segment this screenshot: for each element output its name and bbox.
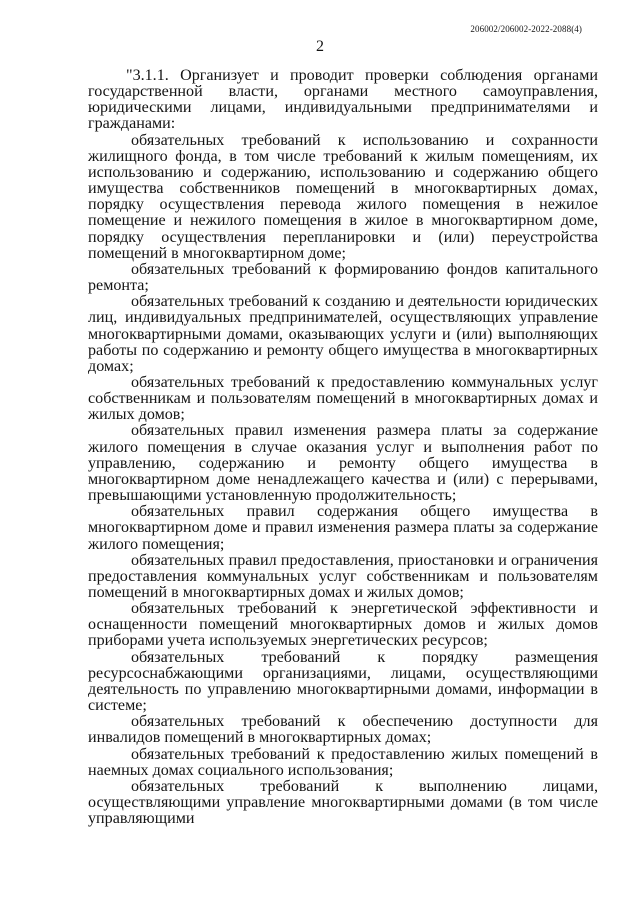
paragraph-energy-efficiency: обязательных требований к энергетической эффективности и оснащенности помещений многоквартирных домов и жилых домов приборами учета используемых энергетических ресурсов; xyxy=(88,600,598,650)
paragraph-common-property-rules: обязательных правил содержания общего имущества в многоквартирном доме и правил изменения размера платы за содержание жилого помещения; xyxy=(88,503,598,553)
paragraph-clause-3-1-1: "3.1.1. Организует и проводит проверки соблюдения органами государственной власти, органами местного самоуправления, юридическими лицами, индивидуальными предпринимателями и гражданами: xyxy=(88,67,598,133)
page-number: 2 xyxy=(316,38,324,55)
document-body xyxy=(88,68,598,827)
paragraph-utility-services: обязательных требований к предоставлению коммунальных услуг собственникам и пользователям помещений в многоквартирных домах и жилых домов; xyxy=(88,373,598,424)
paragraph-disability-access: обязательных требований к обеспечению доступности для инвалидов помещений в многоквартирных домах; xyxy=(88,713,598,747)
paragraph-utility-provision-rules: обязательных правил предоставления, приостановки и ограничения предоставления коммунальных услуг собственникам и пользователям помещений в многоквартирных домах и жилых домов; xyxy=(88,551,598,601)
paragraph-management-obligations: обязательных требований к выполнению лицами, осуществляющими управление многоквартирными домами (в том числе управляющими xyxy=(88,777,598,828)
paragraph-capital-repair-funds: обязательных требований к формированию фондов капитального ремонта; xyxy=(88,260,598,295)
paragraph-fee-change-rules: обязательных правил изменения размера платы за содержание жилого помещения в случае оказания услуг и выполнения работ по управлению, содержанию и ремонту общего имущества в многоквартирном доме ненадлежащего качества и (или) с перерывами, превышающими установленную продолжительность; xyxy=(88,422,598,505)
paragraph-housing-fund-requirements: обязательных требований к использованию и сохранности жилищного фонда, в том числе требований к жилым помещениям, их использованию и содержанию, использованию и содержанию общего имущества собственников помещений в многоквартирных домах, порядку осуществления перевода жилого помещения в нежилое помещение и нежилого помещения в жилое в многоквартирном доме, порядку осуществления перепланировки и (или) переустройства помещений в многоквартирном доме; xyxy=(88,131,598,262)
paragraph-management-entities: обязательных требований к созданию и деятельности юридических лиц, индивидуальных предпринимателей, осуществляющих управление многоквартирными домами, оказывающих услуги и (или) выполняющих работы по содержанию и ремонту общего имущества в многоквартирных домах; xyxy=(88,293,598,375)
document-reference-number: 206002/206002-2022-2088(4) xyxy=(470,24,582,34)
paragraph-information-placement: обязательных требований к порядку размещения ресурсоснабжающими организациями, лицами, осуществляющими деятельность по управлению многоквартирными домами, информации в системе; xyxy=(88,648,598,715)
paragraph-social-housing: обязательных требований к предоставлению жилых помещений в наемных домах социального использования; xyxy=(88,745,598,779)
